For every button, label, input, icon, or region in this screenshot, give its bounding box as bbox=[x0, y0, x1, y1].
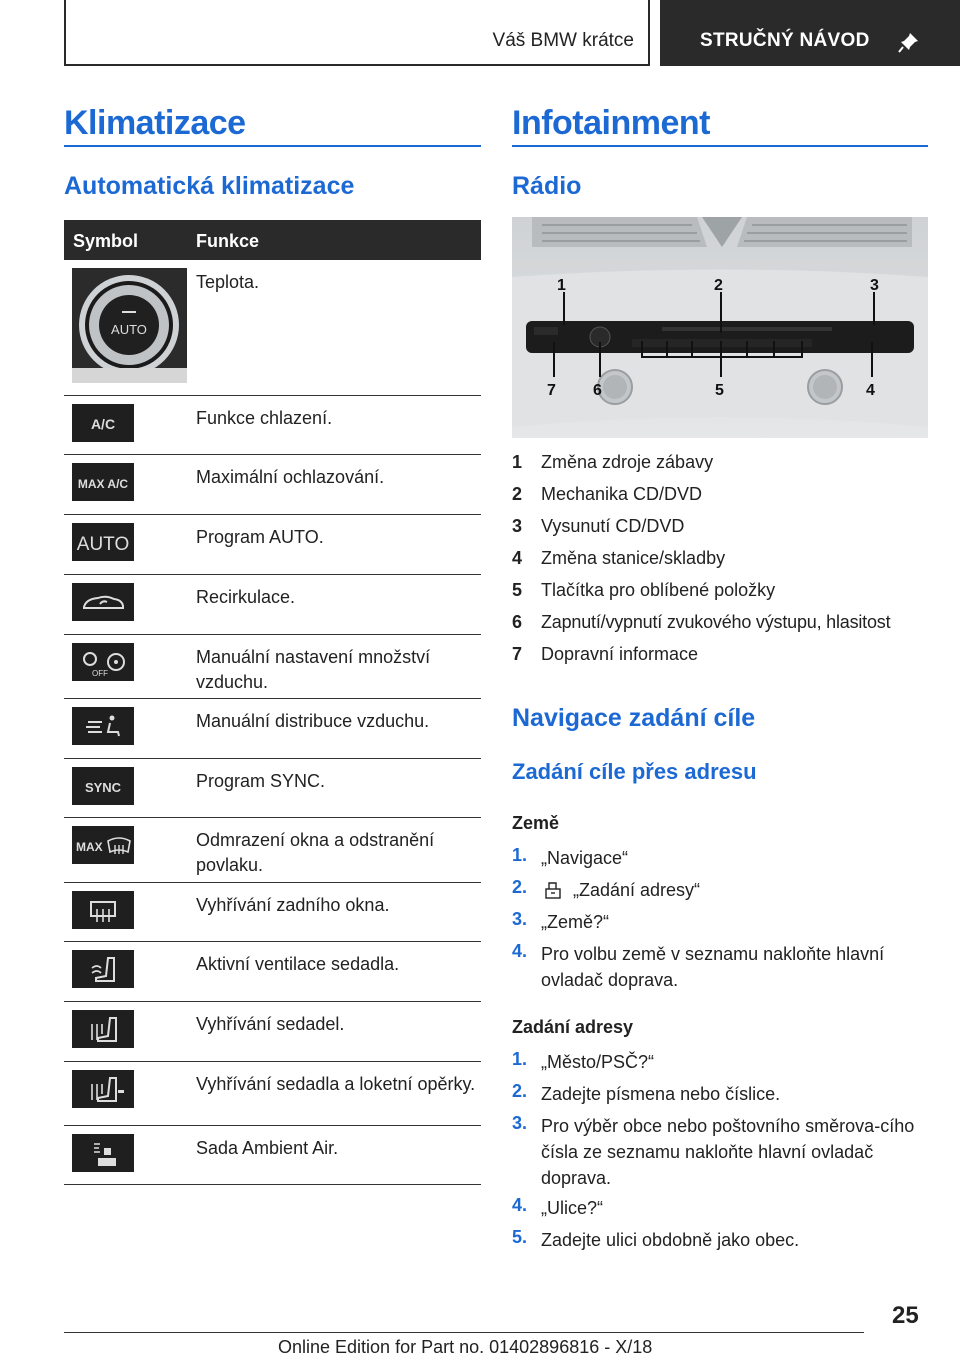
sync-button-icon bbox=[72, 767, 134, 805]
callout-3: 3 bbox=[870, 277, 879, 294]
address-label: Zadání adresy bbox=[512, 1017, 634, 1037]
knob-label: AUTO bbox=[111, 322, 147, 337]
title-rule bbox=[512, 145, 928, 147]
header-section-tab bbox=[64, 0, 650, 66]
table-row bbox=[64, 396, 481, 455]
footer-edition: Online Edition for Part no. 01402896816 - X/18 bbox=[278, 1337, 653, 1357]
rear-window-heating-icon bbox=[72, 891, 134, 929]
table-row bbox=[64, 260, 481, 396]
callout-7: 7 bbox=[547, 382, 556, 399]
callout-1: 1 bbox=[557, 277, 566, 294]
function-text: Funkce chlazení. bbox=[196, 408, 333, 428]
climate-symbol-table bbox=[64, 220, 481, 1185]
function-text: Vyhřívání zadního okna. bbox=[196, 895, 390, 915]
ac-button-icon bbox=[72, 404, 134, 442]
title-rule bbox=[64, 145, 481, 147]
seat-heating-icon bbox=[72, 1010, 134, 1048]
table-row bbox=[64, 759, 481, 818]
air-distribution-icon bbox=[72, 707, 134, 745]
address-flag-icon bbox=[543, 880, 563, 900]
function-text: Manuální distribuce vzduchu. bbox=[196, 711, 430, 731]
function-text: Sada Ambient Air. bbox=[196, 1138, 339, 1158]
table-row bbox=[64, 942, 481, 1002]
seat-ventilation-icon bbox=[72, 950, 134, 988]
function-text: Teplota. bbox=[196, 272, 260, 292]
max-defrost-icon bbox=[72, 826, 134, 864]
footer-rule bbox=[64, 1332, 864, 1333]
svg-text:AUTO: AUTO bbox=[76, 534, 130, 555]
table-row bbox=[64, 575, 481, 635]
col-header-symbol: Symbol bbox=[73, 231, 139, 251]
callout-6: 6 bbox=[593, 382, 602, 399]
table-row bbox=[64, 883, 481, 942]
callout-4: 4 bbox=[866, 382, 875, 399]
svg-text:MAX A/C: MAX A/C bbox=[77, 477, 129, 491]
table-header bbox=[64, 220, 481, 260]
svg-text:SYNC: SYNC bbox=[84, 780, 122, 795]
fan-icon bbox=[72, 643, 134, 681]
callout-2: 2 bbox=[714, 277, 723, 294]
header-chapter-tab bbox=[660, 0, 960, 66]
svg-text:A/C: A/C bbox=[90, 416, 116, 432]
navigation-heading: Navigace zadání cíle bbox=[512, 704, 756, 732]
table-row bbox=[64, 699, 481, 759]
svg-text:OFF: OFF bbox=[92, 669, 108, 678]
seat-armrest-heating-icon bbox=[72, 1070, 134, 1108]
section-title-infotainment: Infotainment bbox=[512, 104, 710, 142]
header-section-title: Váš BMW krátce bbox=[492, 30, 634, 51]
country-label: Země bbox=[512, 813, 560, 833]
temperature-knob-icon bbox=[72, 268, 187, 383]
function-text: Manuální nastavení množství vzduchu. bbox=[196, 647, 431, 692]
header-chapter-title: STRUČNÝ NÁVOD bbox=[700, 30, 870, 51]
table-row bbox=[64, 818, 481, 883]
function-text: Program AUTO. bbox=[196, 527, 324, 547]
auto-button-icon bbox=[72, 523, 134, 561]
function-text: Vyhřívání sedadla a loketní opěrky. bbox=[196, 1074, 476, 1094]
radio-panel-image bbox=[512, 217, 928, 438]
function-text: Odmrazení okna a odstranění povlaku. bbox=[196, 830, 435, 875]
table-row bbox=[64, 1062, 481, 1126]
max-ac-button-icon bbox=[72, 463, 134, 501]
radio-heading: Rádio bbox=[512, 172, 582, 200]
table-row bbox=[64, 515, 481, 575]
pin-icon bbox=[897, 30, 921, 54]
country-steps: 1. „Navigace“ 2. „Zadání adresy“ 3. „Země?“ 4. Pro volbu země v seznamu nakloňte hlavní ovladač doprava. bbox=[512, 845, 885, 990]
function-text: Maximální ochlazování. bbox=[196, 467, 385, 487]
function-text: Vyhřívání sedadel. bbox=[196, 1014, 345, 1034]
ambient-air-icon bbox=[72, 1134, 134, 1172]
radio-legend-list: 1 Změna zdroje zábavy 2 Mechanika CD/DVD 3 Vysunutí CD/DVD 4 Změna stanice/skladby 5 Tlačítka pro oblíbené položky 6 Zapnutí/vypnutí zvukového výstupu, hlasitost 7 Dopravní informace bbox=[512, 452, 891, 664]
table-row bbox=[64, 635, 481, 699]
address-steps: 1. „Město/PSČ?“ 2. Zadejte písmena nebo číslice. 3. Pro výběr obce nebo poštovního směrova‐cího čísla ze seznamu nakloňte hlavní ovladač doprava. 4. „Ulice?“ 5. Zadejte ulici obdobně jako obec. bbox=[512, 1049, 915, 1250]
function-text: Aktivní ventilace sedadla. bbox=[196, 954, 400, 974]
col-header-function: Funkce bbox=[196, 231, 260, 251]
page-number: 25 bbox=[892, 1302, 919, 1329]
section-title-klimatizace: Klimatizace bbox=[64, 104, 246, 142]
subsection-title: Automatická klimatizace bbox=[64, 172, 355, 200]
table-row bbox=[64, 455, 481, 515]
svg-text:MAX: MAX bbox=[76, 840, 103, 854]
callout-5: 5 bbox=[715, 382, 724, 399]
function-text: Program SYNC. bbox=[196, 771, 326, 791]
function-text: Recirkulace. bbox=[196, 587, 296, 607]
table-row bbox=[64, 1002, 481, 1062]
navigation-subheading: Zadání cíle přes adresu bbox=[512, 759, 757, 784]
recirculation-icon bbox=[72, 583, 134, 621]
table-row bbox=[64, 1126, 481, 1185]
